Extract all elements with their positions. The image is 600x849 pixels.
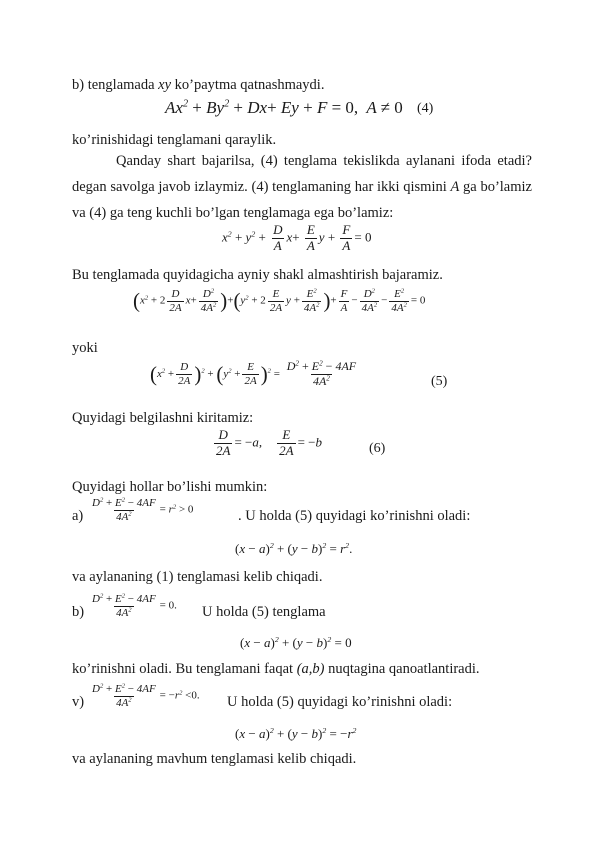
equation-5-number: (5) [431,374,448,389]
case-a-label: a) [72,508,84,524]
text-span: nuqtagina qanoatlantiradi. [324,661,480,677]
text-line: va aylananing (1) tenglamasi kelib chiqadi. [72,569,323,585]
text-line: ko’rinishidagi tenglamani qaraylik. [72,132,277,148]
equation-6-number: (6) [369,441,386,456]
paragraph-condition [72,148,532,226]
text-line-intro [72,76,324,94]
text-line-yoki: yoki [72,340,98,356]
text-span: ko’rinishni oladi. Bu tenglamani faqat [72,661,297,677]
text-span: b) tenglamada [72,77,159,93]
text-span: Qanday shart bajarilsa, (4) tenglama tekislikda aylanani ifoda etadi? degan savolga javob izlaymiz. (4) tenglamaning har ikki qismini [72,153,532,195]
equation-4: $Ax^2 + By^2 + Dx+ Ey + F = 0$, A ≠ 0 [165,98,403,117]
equation-transform: ($x^2 + 2$ $\frac{D}{2A}$ x+ $\frac{D^2}{4A^2}$ )$+(y^2 + 2$ $\frac{E}{2A}$ y + $\frac{E^2}{4A^2}$ )+ $\frac{F}{A}$ − $\frac{D^2}{4A^2}$ − $\frac{E^2}{4A^2}$ = 0 [133,287,426,314]
text-span: ga bo’lamiz va (4) ga teng kuchli bo’lgan tenglamaga ega bo’lamiz: [72,179,532,221]
case-b-text: U holda (5) tenglama [202,604,326,620]
equation-circle: $(x - a)^2 + (y - b)^2 = r^2$. [235,540,353,556]
equation-divided: $x^2 + y^2$ + $\frac{D}{A}$ x+ $\frac{E}{A}$ y + $\frac{F}{A}$ = 0 [222,222,372,253]
case-v-condition: $\frac{D^2 + E^2 - 4AF}{4A^2}$ = $-r^2 <0$. [92,682,200,709]
case-a-condition: $\frac{D^2 + E^2 - 4AF}{4A^2}$ = $r^2 > 0$ [92,496,194,523]
case-a-text: . U holda (5) quyidagi ko’rinishni oladi: [238,508,471,524]
math-variable: xy [158,77,172,93]
equation-6: $\frac{D}{2A}$ = −a, $\frac{E}{2A}$ = −b [216,427,322,458]
text-line: Quyidagi belgilashni kiritamiz: [72,410,254,426]
case-v-text: U holda (5) quyidagi ko’rinishni oladi: [227,694,453,710]
equation-4-number: (4) [417,101,434,116]
case-v-label: v) [72,694,85,710]
case-b-label: b) [72,604,85,620]
equation-imaginary: $(x - a)^2 + (y - b)^2 = -r^2$ [235,725,357,741]
case-b-condition: $\frac{D^2 + E^2 - 4AF}{4A^2}$ = 0. [92,592,177,619]
math-variable: (a,b) [296,661,325,677]
equation-5: ($x^2$ + $\frac{D}{2A}$ )$^2 + (y^2$ + $\frac{E}{2A}$ )$^2$ = $\frac{D^2 + E^2 - 4AF}{4A^2}$ [150,359,357,388]
text-line: Bu tenglamada quyidagicha ayniy shakl almashtirish bajaramiz. [72,267,443,283]
text-line: va aylananing mavhum tenglamasi kelib chiqadi. [72,751,357,767]
text-line: Quyidagi hollar bo’lishi mumkin: [72,479,268,495]
text-line-point [72,660,480,678]
equation-point: $(x - a)^2 + (y - b)^2 = 0$ [240,634,352,650]
text-span: ko’paytma qatnashmaydi. [171,77,325,93]
math-variable: A [450,179,460,195]
